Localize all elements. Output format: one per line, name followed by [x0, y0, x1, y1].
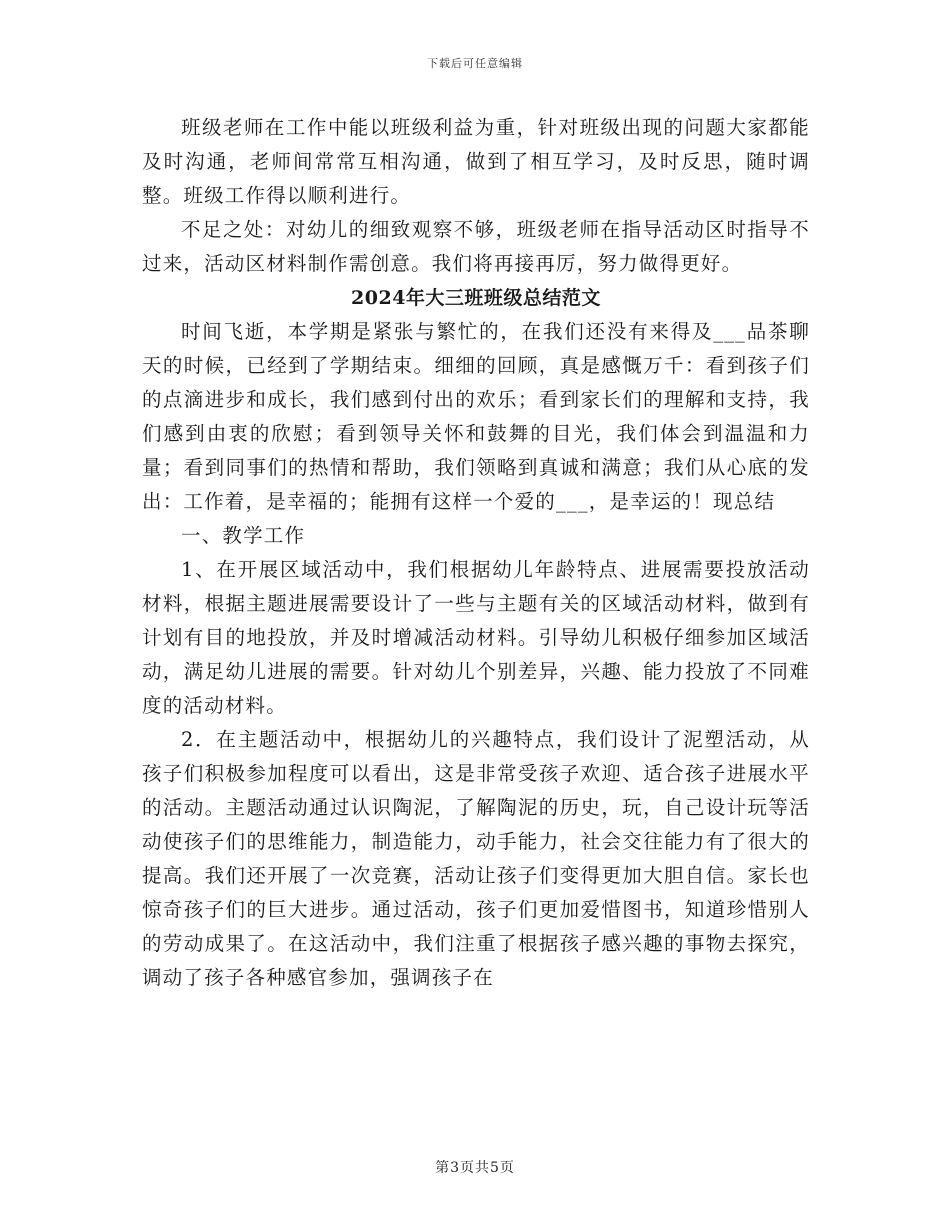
document-title: 2024年大三班班级总结范文	[351, 287, 601, 309]
section-heading-teaching: 一、教学工作	[181, 524, 306, 547]
paragraph-teacher-communication: 班级老师在工作中能以班级利益为重，针对班级出现的问题大家都能及时沟通，老师间常常互相沟通，做到了相互学习，及时反思，随时调整。班级工作得以顺利进行。	[142, 116, 810, 207]
paragraph-shortcomings: 不足之处：对幼儿的细致观察不够，班级老师在指导活动区时指导不过来，活动区材料制作需创意。我们将再接再厉，努力做得更好。	[142, 218, 810, 275]
page-number: 第3页共5页	[435, 1160, 515, 1176]
paragraph-introduction: 时间飞逝，本学期是紧张与繁忙的，在我们还没有来得及___品茶聊天的时候，已经到了学期结束。细细的回顾，真是感慨万千：看到孩子们的点滴进步和成长，我们感到付出的欢乐；看到家长们的理解和支持，我们感到由衷的欣慰；看到领导关怀和鼓舞的目光，我们体会到温温和力量；看到同事们的热情和帮助，我们领略到真诚和满意；我们从心底的发出：工作着，是幸福的；能拥有这样一个爱的___，是幸运的！现总结	[142, 320, 810, 513]
paragraph-area-activities: 1、在开展区域活动中，我们根据幼儿年龄特点、进展需要投放活动材料，根据主题进展需要设计了一些与主题有关的区域活动材料，做到有计划有目的地投放，并及时增减活动材料。引导幼儿积极仔细参加区域活动，满足幼儿进展的需要。针对幼儿个别差异，兴趣、能力投放了不同难度的活动材料。	[142, 558, 810, 717]
document-body	[142, 111, 810, 995]
paragraph-theme-activities: 2．在主题活动中，根据幼儿的兴趣特点，我们设计了泥塑活动，从孩子们积极参加程度可以看出，这是非常受孩子欢迎、适合孩子进展水平的活动。主题活动通过认识陶泥，了解陶泥的历史，玩，自己设计玩等活动使孩子们的思维能力，制造能力，动手能力，社会交往能力有了很大的提高。我们还开展了一次竞赛，活动让孩子们变得更加大胆自信。家长也惊奇孩子们的巨大进步。通过活动，孩子们更加爱惜图书，知道珍惜别人的劳动成果了。在这活动中，我们注重了根据孩子感兴趣的事物去探究，调动了孩子各种感官参加，强调孩子在	[142, 728, 810, 989]
header-note: 下载后可任意编辑	[427, 57, 523, 70]
